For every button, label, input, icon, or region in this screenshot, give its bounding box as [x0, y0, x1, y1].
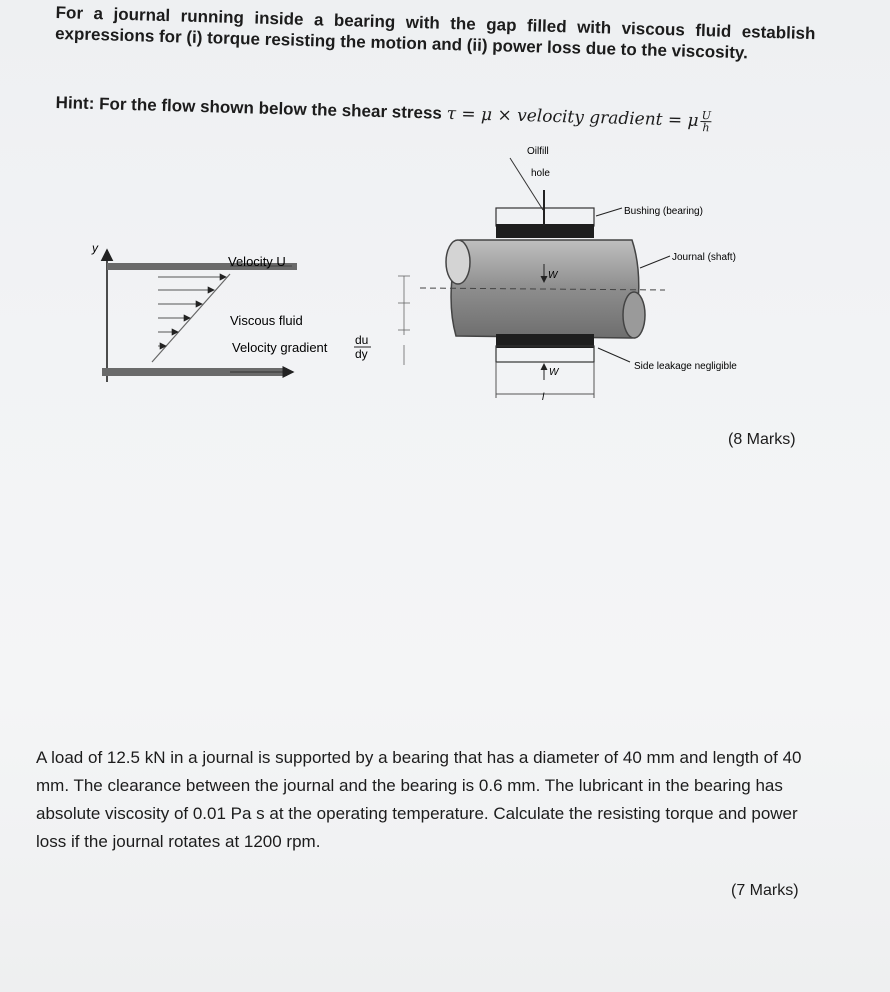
question-1-text: For a journal running inside a bearing with the gap filled with viscous fluid establish expressions for (i) torque resisting the motion and (ii) power loss due to the viscosity.: [54, 2, 816, 63]
bushing-pointer: [596, 208, 622, 216]
hint-line: [55, 92, 815, 136]
leakage-label: Side leakage negligible: [634, 361, 737, 372]
hint-fraction-denominator: h: [702, 121, 710, 135]
oil-fill-label: Oilfill: [527, 146, 549, 157]
load-label-top: W: [548, 270, 558, 281]
hint-formula: τ = μ × velocity gradient = μ: [446, 103, 699, 131]
length-dimension: [496, 362, 594, 398]
fluid-label: Viscous fluid: [230, 313, 303, 328]
oil-hole-label: hole: [531, 168, 550, 179]
shaft-right-end: [623, 292, 645, 338]
velocity-label: Velocity U: [228, 254, 286, 269]
length-label: l: [542, 392, 545, 403]
y-axis-label: y: [92, 241, 98, 255]
hint-fraction-numerator: U: [701, 109, 712, 123]
flow-diagram: [80, 232, 410, 392]
leakage-pointer: [598, 348, 630, 362]
gradient-denominator: dy: [355, 347, 368, 361]
bearing-diagram: [390, 140, 810, 410]
load-label-bottom: W: [549, 367, 559, 378]
question-1-marks: (8 Marks): [728, 431, 796, 448]
hint-prefix: Hint: For the flow shown below the shear stress: [55, 92, 447, 123]
question-2-marks: (7 Marks): [731, 882, 799, 899]
hint-fraction: [700, 110, 712, 133]
bushing-top: [496, 224, 594, 238]
question-2-text: A load of 12.5 kN in a journal is supported by a bearing that has a diameter of 40 mm and length of 40 mm. The clearance between the journal and the bearing is 0.6 mm. The lubricant in the bearing has absolute viscosity of 0.01 Pa s at the operating temperature. Calculate the resisting torque and power loss if the journal rotates at 1200 rpm.: [36, 748, 802, 851]
clearance-dimension: [398, 276, 410, 365]
shaft-left-end: [446, 240, 470, 284]
oil-hole-pointer: [510, 158, 543, 210]
journal-label: Journal (shaft): [672, 252, 736, 263]
journal-pointer: [640, 256, 670, 268]
question-1: [55, 2, 816, 65]
velocity-arrows: [158, 277, 226, 346]
bushing-bottom-outline: [496, 346, 594, 362]
gradient-numerator: du: [355, 333, 369, 347]
bushing-label: Bushing (bearing): [624, 206, 703, 217]
gradient-label: Velocity gradient: [232, 340, 328, 355]
